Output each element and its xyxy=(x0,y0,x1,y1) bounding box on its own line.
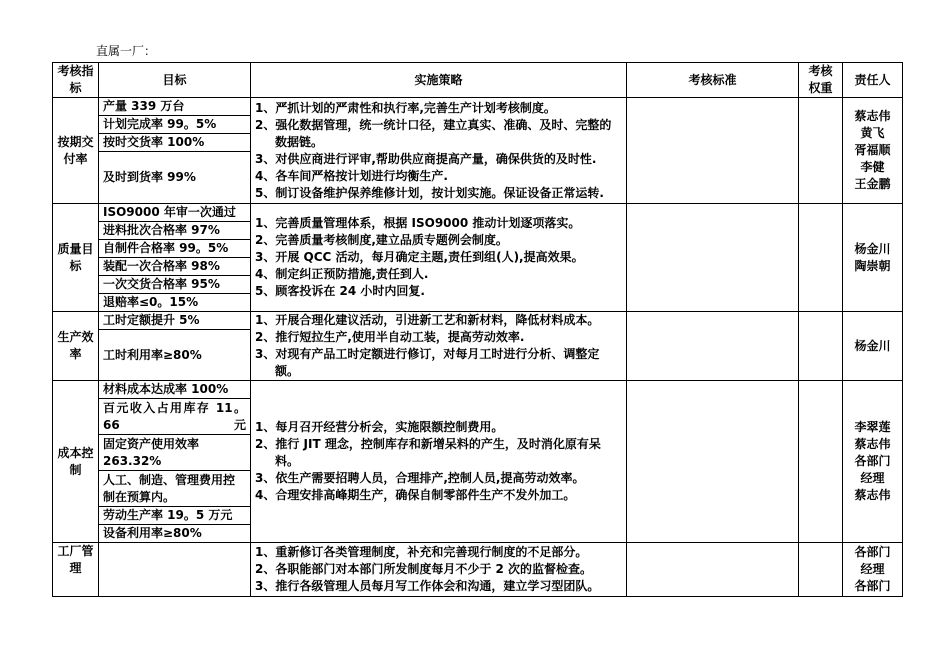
standard-cell xyxy=(627,381,799,543)
goal-cell: 产量 339 万台 xyxy=(99,98,251,116)
owner-cell xyxy=(843,98,903,204)
target-plan-table xyxy=(52,62,903,597)
goal-cell: 工时利用率≥80% xyxy=(99,330,251,381)
owner-cell xyxy=(843,204,903,312)
owner-name: 蔡志伟 xyxy=(854,109,891,123)
table-row xyxy=(53,204,903,222)
standard-cell xyxy=(627,204,799,312)
owner-name: 李翠莲 xyxy=(854,420,891,434)
owner-name: 李健 xyxy=(860,160,885,174)
goal-cell: 一次交货合格率 95% xyxy=(99,276,251,294)
strategy-item: 1、重新修订各类管理制度，补充和完善现行制度的不足部分。 xyxy=(255,545,588,559)
header-goal: 目标 xyxy=(99,63,251,98)
standard-cell xyxy=(627,543,799,597)
goal-cell: 计划完成率 99。5% xyxy=(99,116,251,134)
goal-cell: 百元收入占用库存 11。66 元 xyxy=(99,399,251,435)
weight-cell xyxy=(799,543,843,597)
owner-name: 黄飞 xyxy=(860,126,885,140)
weight-cell xyxy=(799,204,843,312)
strategy-item: 3、推行各级管理人员每月写工作体会和沟通，建立学习型团队。 xyxy=(255,579,600,593)
strategy-cell xyxy=(251,381,627,543)
standard-cell xyxy=(627,98,799,204)
goal-cell: ISO9000 年审一次通过 xyxy=(99,204,251,222)
strategy-item: 2、各职能部门对本部门所发制度每月不少于 2 次的监督检查。 xyxy=(255,562,593,576)
header-indicator: 考核指标 xyxy=(53,63,99,98)
goal-cell: 自制件合格率 99。5% xyxy=(99,240,251,258)
goal-cell: 装配一次合格率 98% xyxy=(99,258,251,276)
owner-name: 陶崇朝 xyxy=(854,258,891,273)
category-cell: 工厂管理 xyxy=(53,543,99,597)
strategy-cell xyxy=(251,98,627,204)
weight-cell xyxy=(799,98,843,204)
weight-cell xyxy=(799,312,843,381)
header-weight: 考核权重 xyxy=(799,63,843,98)
strategy-item: 5、制订设备维护保养维修计划，按计划实施。保证设备正常运转. xyxy=(255,185,604,200)
owner-name: 经理 xyxy=(860,471,885,485)
category-cell: 生产效率 xyxy=(53,312,99,381)
goal-cell: 及时到货率 99% xyxy=(99,152,251,204)
goal-cell: 劳动生产率 19。5 万元 xyxy=(99,507,251,525)
owner-cell xyxy=(843,312,903,381)
goal-cell xyxy=(99,543,251,597)
header-standard: 考核标准 xyxy=(627,63,799,98)
strategy-item: 3、对供应商进行评审,帮助供应商提高产量，确保供货的及时性. xyxy=(255,151,597,166)
owner-cell xyxy=(843,381,903,543)
strategy-cell xyxy=(251,312,627,381)
strategy-item: 2、强化数据管理，统一统计口径，建立真实、准确、及时、完整的数据链。 xyxy=(255,117,612,149)
owner-name: 各部门 xyxy=(854,579,891,593)
goal-cell: 设备利用率≥80% xyxy=(99,525,251,543)
goal-cell: 退赔率≤0。15% xyxy=(99,294,251,312)
table-row xyxy=(53,543,903,597)
goal-cell: 按时交货率 100% xyxy=(99,134,251,152)
category-cell: 成本控制 xyxy=(53,381,99,543)
goal-cell: 固定资产使用效率 263.32% xyxy=(99,435,251,471)
strategy-cell xyxy=(251,204,627,312)
strategy-item: 4、合理安排高峰期生产，确保自制零部件生产不发外加工。 xyxy=(255,488,576,502)
strategy-item: 2、推行 JIT 理念，控制库存和新增呆料的产生，及时消化原有呆料。 xyxy=(255,437,601,468)
section-caption: 直属一厂： xyxy=(96,44,157,58)
goal-cell: 工时定额提升 5% xyxy=(99,312,251,330)
strategy-item: 2、推行短拉生产,使用半自动工装，提高劳动效率. xyxy=(255,330,525,344)
strategy-item: 1、严抓计划的严肃性和执行率,完善生产计划考核制度。 xyxy=(255,100,556,115)
table-row xyxy=(53,381,903,399)
table-row xyxy=(53,312,903,330)
weight-cell xyxy=(799,381,843,543)
owner-name: 各部门 xyxy=(854,545,891,559)
owner-name: 杨金川 xyxy=(854,338,891,353)
strategy-item: 1、开展合理化建议活动，引进新工艺和新材料，降低材料成本。 xyxy=(255,313,600,327)
standard-cell xyxy=(627,312,799,381)
strategy-item: 4、各车间严格按计划进行均衡生产. xyxy=(255,168,448,183)
owner-name: 胥福顺 xyxy=(854,143,891,157)
owner-cell xyxy=(843,543,903,597)
goal-cell: 材料成本达成率 100% xyxy=(99,381,251,399)
strategy-item: 1、每月召开经营分析会，实施限额控制费用。 xyxy=(255,420,504,434)
strategy-item: 2、完善质量考核制度,建立品质专题例会制度。 xyxy=(255,233,508,247)
strategy-item: 1、完善质量管理体系，根据 ISO9000 推动计划逐项落实。 xyxy=(255,216,581,230)
goal-cell: 人工、制造、管理费用控制在预算内。 xyxy=(99,471,251,507)
strategy-item: 3、依生产需要招聘人员，合理排产,控制人员,提高劳动效率。 xyxy=(255,471,585,485)
owner-name: 杨金川 xyxy=(854,241,891,256)
strategy-item: 3、开展 QCC 活动，每月确定主题,责任到组(人),提高效果。 xyxy=(255,250,584,264)
goal-cell: 进料批次合格率 97% xyxy=(99,222,251,240)
owner-name: 蔡志伟 xyxy=(854,488,891,502)
strategy-cell xyxy=(251,543,627,597)
owner-name: 蔡志伟 xyxy=(854,437,891,451)
category-cell: 质量目标 xyxy=(53,204,99,312)
strategy-item: 5、顾客投诉在 24 小时内回复. xyxy=(255,284,425,298)
header-strategy: 实施策略 xyxy=(251,63,627,98)
owner-name: 经理 xyxy=(860,562,885,576)
header-row xyxy=(53,63,903,98)
category-cell: 按期交付率 xyxy=(53,98,99,204)
strategy-item: 4、制定纠正预防措施,责任到人. xyxy=(255,267,429,281)
table-row xyxy=(53,98,903,116)
owner-name: 王金鹏 xyxy=(854,177,891,191)
owner-name: 各部门 xyxy=(854,454,891,468)
strategy-item: 3、对现有产品工时定额进行修订，对每月工时进行分析、调整定额。 xyxy=(255,347,600,378)
header-owner: 责任人 xyxy=(843,63,903,98)
